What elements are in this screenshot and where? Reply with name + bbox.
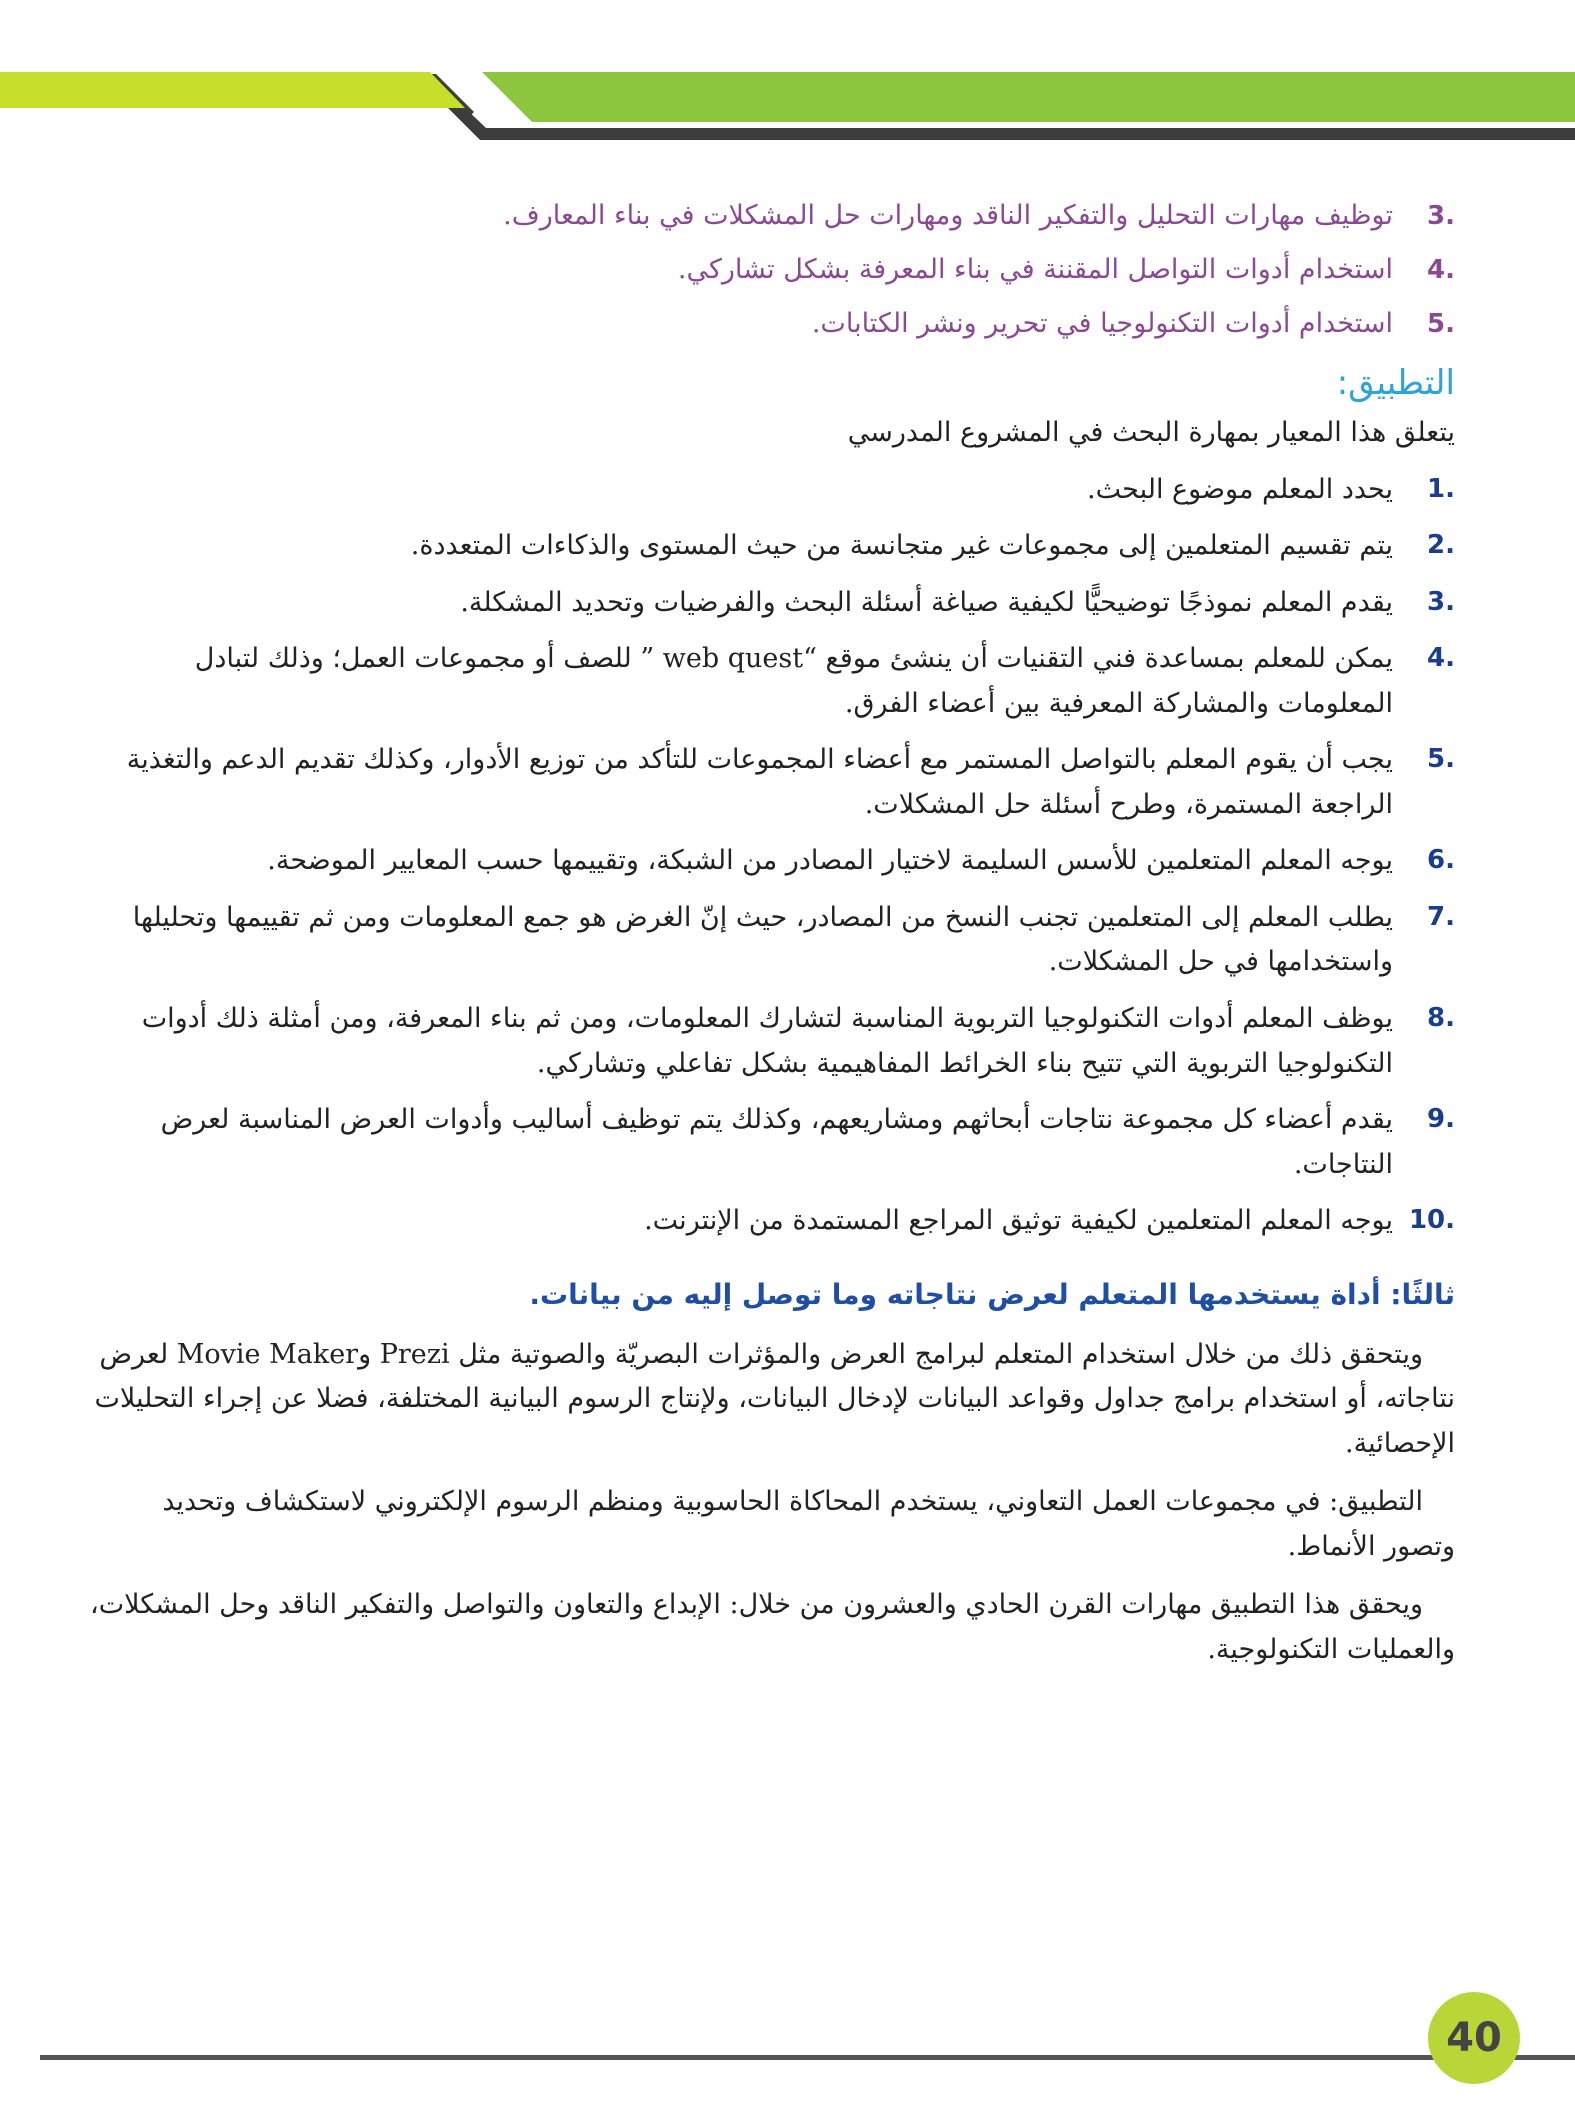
- page-content: [90, 195, 1455, 1687]
- body-paragraph: التطبيق: في مجموعات العمل التعاوني، يستخدم المحاكاة الحاسوبية ومنظم الرسوم الإلكتروني لاستكشاف وتحديد وتصور الأنماط.: [162, 1486, 1455, 1562]
- step-item: [90, 896, 1455, 985]
- objective-number: 3.: [1427, 201, 1455, 231]
- page-number-badge: [1428, 1992, 1520, 2084]
- step-text: يقدم أعضاء كل مجموعة نتاجات أبحاثهم ومشاريعهم، وكذلك يتم توظيف أساليب وأدوات العرض المناسبة لعرض النتاجات.: [160, 1104, 1393, 1180]
- body-paragraph: ويتحقق ذلك من خلال استخدام المتعلم لبرامج العرض والمؤثرات البصريّة والصوتية مثل Prezi وMovie Maker لعرض نتاجاته، أو استخدام برامج جداول وقواعد البيانات لإدخال البيانات، ولإنتاج الرسوم البيانية المختلفة، فضلا عن إجراء التحليلات الإحصائية.: [94, 1338, 1455, 1459]
- footer-divider: [40, 2055, 1575, 2060]
- application-title: التطبيق:: [1336, 362, 1455, 403]
- step-text: يوظف المعلم أدوات التكنولوجيا التربوية المناسبة لتشارك المعلومات، ومن ثم بناء المعرفة، ومن أمثلة ذلك أدوات التكنولوجيا التربوية التي تتيح بناء الخرائط المفاهيمية بشكل تفاعلي وتشاركي.: [141, 1003, 1393, 1079]
- banner-lime: [0, 72, 465, 108]
- step-item: [90, 1199, 1455, 1244]
- step-item: [90, 468, 1455, 513]
- step-number: 8.: [1427, 1003, 1455, 1033]
- step-text: يقدم المعلم نموذجًا توضيحيًّا لكيفية صياغة أسئلة البحث والفرضيات وتحديد المشكلة.: [460, 586, 1393, 618]
- step-item: [90, 637, 1455, 726]
- step-number: 2.: [1427, 530, 1455, 561]
- step-text: يحدد المعلم موضوع البحث.: [1087, 473, 1393, 505]
- step-number: 4.: [1427, 643, 1455, 674]
- banner-green: [482, 72, 1575, 122]
- step-text: يجب أن يقوم المعلم بالتواصل المستمر مع أعضاء المجموعات للتأكد من توزيع الأدوار، وكذلك تقديم الدعم والتغذية الراجعة المستمرة، وطرح أسئلة حل المشكلات.: [126, 744, 1393, 820]
- application-steps: [90, 468, 1455, 1244]
- step-number: 3.: [1427, 586, 1455, 617]
- step-text: يوجه المعلم المتعلمين للأسس السليمة لاختيار المصادر من الشبكة، وتقييمها حسب المعايير الموضحة.: [267, 845, 1393, 877]
- step-item: [90, 839, 1455, 884]
- objective-text: استخدام أدوات التواصل المقننة في بناء المعرفة بشكل تشاركي.: [677, 253, 1393, 285]
- objectives-list: [90, 195, 1455, 345]
- step-item: [90, 1098, 1455, 1187]
- step-text: يتم تقسيم المتعلمين إلى مجموعات غير متجانسة من حيث المستوى والذكاءات المتعددة.: [410, 530, 1393, 562]
- objective-number: 4.: [1427, 254, 1455, 285]
- application-intro: يتعلق هذا المعيار بمهارة البحث في المشروع المدرسي: [847, 416, 1455, 448]
- section-heading: ثالثًا: أداة يستخدمها المتعلم لعرض نتاجاته وما توصل إليه من بيانات.: [529, 1277, 1455, 1311]
- step-number: 6.: [1427, 845, 1455, 876]
- step-number: 9.: [1427, 1104, 1455, 1135]
- step-text: يوجه المعلم المتعلمين لكيفية توثيق المراجع المستمدة من الإنترنت.: [644, 1205, 1393, 1237]
- step-number: 5.: [1427, 744, 1455, 775]
- step-number: 7.: [1427, 901, 1455, 932]
- step-number: 10.: [1408, 1205, 1455, 1236]
- objective-text: توظيف مهارات التحليل والتفكير الناقد ومهارات حل المشكلات في بناء المعارف.: [503, 200, 1393, 231]
- body-paragraph: ويحقق هذا التطبيق مهارات القرن الحادي والعشرون من خلال: الإبداع والتعاون والتواصل والتفكير الناقد وحل المشكلات، والعمليات التكنولوجية.: [90, 1589, 1455, 1666]
- objective-item: [90, 249, 1455, 291]
- header-banner: [0, 0, 1575, 140]
- step-item: [90, 524, 1455, 569]
- objective-item: [90, 303, 1455, 345]
- page-number: 40: [1446, 2015, 1502, 2061]
- step-item: [90, 997, 1455, 1086]
- step-number: 1.: [1427, 473, 1455, 504]
- objective-number: 5.: [1427, 308, 1455, 339]
- objective-item: [90, 195, 1455, 237]
- step-text: يطلب المعلم إلى المتعلمين تجنب النسخ من المصادر، حيث إنّ الغرض هو جمع المعلومات ومن ثم تقييمها وتحليلها واستخدامها في حل المشكلات.: [132, 901, 1393, 978]
- step-text: يمكن للمعلم بمساعدة فني التقنيات أن ينشئ موقع “web quest ” للصف أو مجموعات العمل؛ وذلك لتبادل المعلومات والمشاركة المعرفية بين أعضاء الفرق.: [194, 643, 1393, 719]
- step-item: [90, 581, 1455, 626]
- step-item: [90, 738, 1455, 827]
- objective-text: استخدام أدوات التكنولوجيا في تحرير ونشر الكتابات.: [811, 307, 1393, 339]
